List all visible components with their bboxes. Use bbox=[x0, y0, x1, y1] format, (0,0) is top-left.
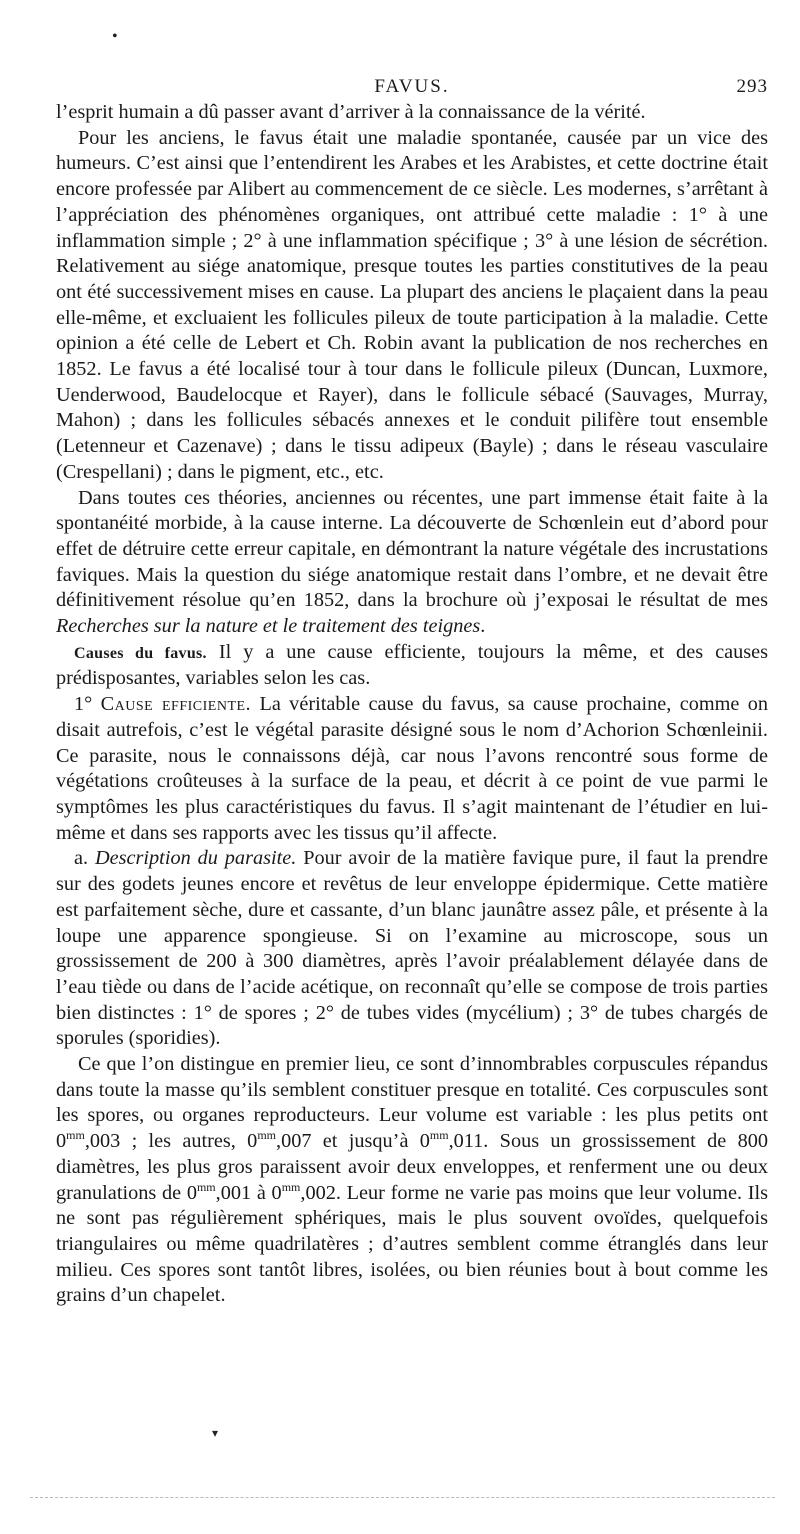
spores-text-1: Ce que l’on distingue en premier lieu, ce sont d’innombrables corpuscules répandus dans toute la masse qu’ils semblent constituer presque en totalité. Ces corpuscules sont les spores, ou organes reproducteurs. Leur volume est variable : les plus petits ont 0 bbox=[56, 1053, 768, 1153]
book-title: Recherches sur la nature et le traitement des teignes bbox=[56, 615, 481, 638]
paragraph-spores bbox=[56, 1052, 768, 1309]
paragraph-cause-efficiente-text: La véritable cause du favus, sa cause prochaine, comme on disait autrefois, c’est le végétal parasite désigné sous le nom d’Achorion Schœnleinii. Ce parasite, nous le connaissons déjà, car nous l’avons rencontré sous forme de végétations croûteuses à la surface de la peau, et décrit à ce point de vue parmi le symptômes les plus caractéristiques du favus. Il s’agit maintenant de l’étudier en lui-même et dans ses rapports avec les tissus qu’il affecte. bbox=[56, 693, 768, 844]
paragraph-description-text: Pour avoir de la matière favique pure, il faut la prendre sur des godets jeunes encore et revêtus de leur enveloppe épidermique. Cette matière est parfaitement sèche, dure et cassante, d’un blanc jaunâtre assez pâle, et présente à la loupe une apparence spongieuse. Si on l’examine au microscope, sous un grossissement de 200 à 300 diamètres, après l’avoir préalablement délayée dans de l’eau tiède ou dans de l’acide acétique, on reconnaît qu’elle se compose de trois parties bien distinctes : 1° de spores ; 2° de tubes vides (mycélium) ; 3° de tubes chargés de sporules (sporidies). bbox=[56, 847, 768, 1050]
stray-mark-bottom: ▾ bbox=[212, 1426, 219, 1440]
paragraph-description bbox=[56, 846, 768, 1052]
paragraph-causes-text: Il y a une cause efficiente, toujours la même, et des causes prédisposantes, variables selon les cas. bbox=[56, 640, 768, 690]
section-heading-causes: Causes du favus. bbox=[74, 644, 207, 662]
running-title: FAVUS. bbox=[374, 76, 450, 97]
subsection-heading-description: Description du parasite. bbox=[94, 847, 297, 870]
page-bottom-edge bbox=[30, 1497, 775, 1498]
item-label-a: a. bbox=[74, 847, 89, 870]
spores-text-6: ,002. Leur forme ne varie pas moins que leur volume. Ils ne sont pas régulièrement sphériques, mais le plus souvent ovoïdes, quelquefois triangulaires ou même quadrilatères ; d’autres semblent comme étranglés dans leur milieu. Ces spores sont tantôt libres, isolées, ou bien réunies bout à bout comme les grains d’un chapelet. bbox=[56, 1181, 769, 1307]
page bbox=[56, 70, 768, 1309]
running-header bbox=[56, 70, 768, 100]
spores-text-2: ,003 ; les autres, 0 bbox=[84, 1130, 258, 1153]
cause-number: 1° bbox=[74, 693, 93, 716]
unit-mm-3: mm bbox=[429, 1128, 449, 1143]
page-number: 293 bbox=[736, 76, 768, 97]
paragraph-3-end: . bbox=[480, 615, 486, 638]
stray-mark-top-left: • bbox=[112, 28, 118, 45]
paragraph-causes bbox=[56, 640, 768, 692]
spores-text-3: ,007 et jusqu’à 0 bbox=[276, 1130, 430, 1153]
spores-text-4: ,011. Sous un grossissement de 800 diamètres, les plus gros paraissent avoir deux enveloppes, et renferment une ou deux granulations de 0 bbox=[56, 1130, 768, 1204]
spores-text-5: ,001 à 0 bbox=[215, 1181, 282, 1204]
unit-mm-2: mm bbox=[257, 1128, 276, 1143]
paragraph-3-text: Dans toutes ces théories, anciennes ou récentes, une part immense était faite à la spontanéité morbide, à la cause interne. La découverte de Schœnlein eut d’abord pour effet de détruire cette erreur capitale, en démontrant la nature végétale des incrustations faviques. Mais la question du siége anatomique restait dans l’ombre, et ne devait être définitivement résolue qu’en 1852, dans la brochure où j’exposai le résultat de mes bbox=[56, 486, 768, 612]
unit-mm-1: mm bbox=[66, 1128, 85, 1143]
paragraph-2: Pour les anciens, le favus était une maladie spontanée, causée par un vice des humeurs. C’est ainsi que l’entendirent les Arabes et les Arabistes, et cette doctrine était encore professée par Alibert au commencement de ce siècle. Les modernes, s’arrêtant à l’appréciation des phénomènes organiques, ont attribué cette maladie : 1° à une inflammation simple ; 2° à une inflammation spécifique ; 3° à une lésion de sécrétion. Relativement au siége anatomique, presque toutes les parties constitutives de la peau ont été successivement mises en cause. La plupart des anciens le plaçaient dans la peau elle-même, et excluaient les follicules pileux de toute participation à la maladie. Cette opinion a été celle de Lebert et Ch. Robin avant la publication de nos recherches en 1852. Le favus a été localisé tour à tour dans le follicule pileux (Duncan, Luxmore, Uenderwood, Baudelocque et Rayer), dans le follicule sébacé (Sauvages, Murray, Mahon) ; dans les follicules sébacés annexes et le conduit pilifère tout ensemble (Letenneur et Cazenave) ; dans le tissu adipeux (Bayle) ; dans le réseau vasculaire (Crespellani) ; dans le pigment, etc., etc. bbox=[56, 126, 768, 483]
unit-mm-5: mm bbox=[281, 1179, 301, 1194]
subsection-heading-cause-efficiente: Cause efficiente. bbox=[100, 693, 252, 716]
paragraph-1: l’esprit humain a dû passer avant d’arriver à la connaissance de la vérité. bbox=[56, 101, 646, 123]
unit-mm-4: mm bbox=[196, 1179, 216, 1194]
paragraph-3 bbox=[56, 486, 768, 640]
paragraph-cause-efficiente bbox=[56, 692, 768, 846]
